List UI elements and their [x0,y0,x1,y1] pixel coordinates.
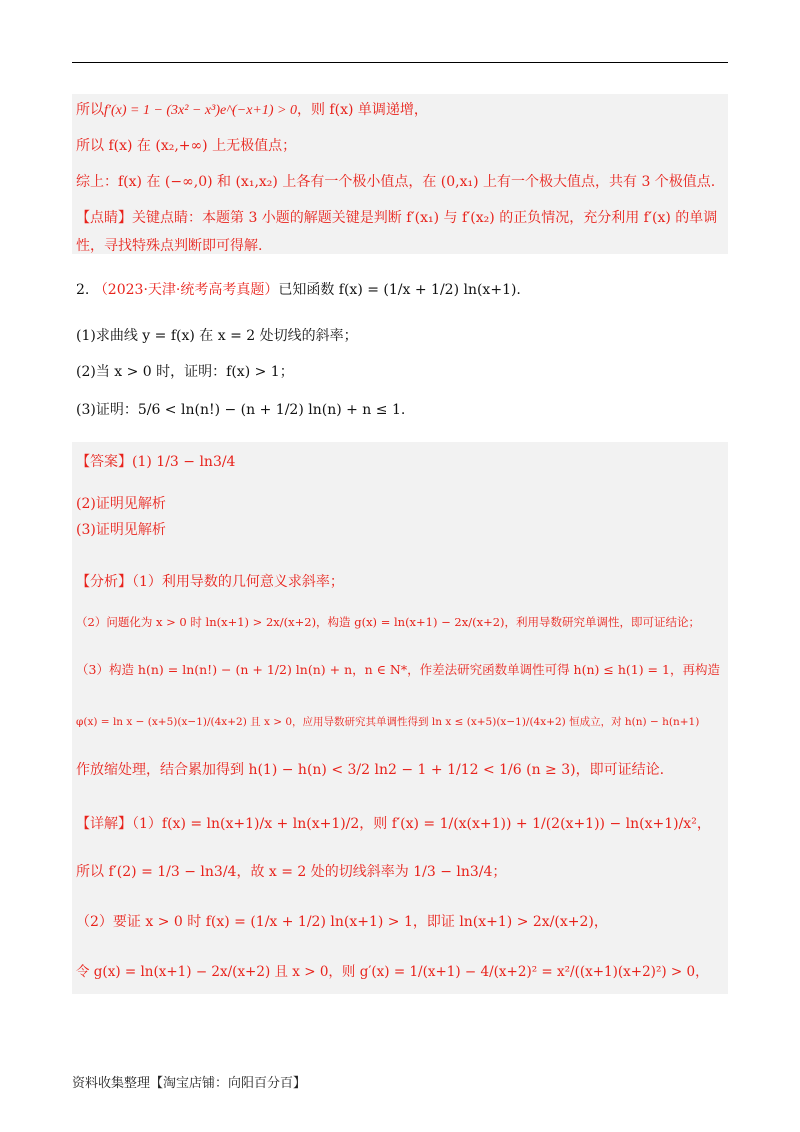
detail-line-4: 令 g(x) = ln(x+1) − 2x/(x+2) 且 x > 0，则 g′(x) = 1/(x+1) − 4/(x+2)² = x²/((x+1)(x+2)²) > 0， [76,964,709,980]
page-footer: 资料收集整理【淘宝店铺：向阳百分百】 [72,1076,307,1091]
question-1: (1)求曲线 y = f(x) 在 x = 2 处切线的斜率； [76,328,358,344]
solution-line-3: 综上：f(x) 在 (−∞,0) 和 (x₁,x₂) 上各有一个极小值点，在 (0,x₁) 上有一个极大值点，共有 3 个极值点. [76,174,716,190]
answer-line-3: (3)证明见解析 [76,522,166,538]
answer-label: 【答案】 [76,454,132,470]
detail-label: 【详解】 [76,816,132,832]
analysis-line-3: （3）构造 h(n) = ln(n!) − (n + 1/2) ln(n) + n，n ∈ N*，作差法研究函数单调性可得 h(n) ≤ h(1) = 1，再构造 [76,662,720,677]
analysis-line-5: 作放缩处理，结合累加得到 h(1) − h(n) < 3/2 ln2 − 1 + 1/12 < 1/6 (n ≥ 3)，即可证结论. [76,762,665,778]
analysis-line-4: φ(x) = ln x − (x+5)(x−1)/(4x+2) 且 x > 0，应用导数研究其单调性得到 ln x ≤ (x+5)(x−1)/(4x+2) 恒成立，对 h(n) − h(n+1) [76,716,700,728]
detail-line-1: 【详解】（1）f(x) = ln(x+1)/x + ln(x+1)/2，则 f′(x) = 1/(x(x+1)) + 1/(2(x+1)) − ln(x+1)/x²， [76,816,711,832]
question-2: (2)当 x > 0 时，证明：f(x) > 1； [76,364,294,380]
problem-number: 2. [76,282,90,298]
problem-stem: 2. （2023·天津·统考高考真题）已知函数 f(x) = (1/x + 1/2) ln(x+1). [76,282,521,298]
header-rule [72,62,728,63]
key-point-line-2: 性，寻找特殊点判断即可得解. [76,238,263,254]
question-3: (3)证明：5/6 < ln(n!) − (n + 1/2) ln(n) + n ≤ 1. [76,402,406,418]
answer-line-2: (2)证明见解析 [76,496,166,512]
problem-source: （2023·天津·统考高考真题） [93,282,279,298]
detail-line-3: （2）要证 x > 0 时 f(x) = (1/x + 1/2) ln(x+1) > 1，即证 ln(x+1) > 2x/(x+2)， [76,914,608,930]
analysis-label: 【分析】 [76,574,132,590]
key-point-label: 【点睛】 [76,210,132,226]
detail-line-2: 所以 f′(2) = 1/3 − ln3/4，故 x = 2 处的切线斜率为 1/3 − ln3/4； [76,864,507,880]
solution-line-1: 所以f′(x) = 1 − (3x² − x³)e^(−x+1) > 0，则 f(x) 单调递增， [76,102,428,118]
analysis-line-1: 【分析】（1）利用导数的几何意义求斜率； [76,574,344,590]
answer-line-1: 【答案】(1) 1/3 − ln3/4 [76,454,236,470]
key-point-line-1: 【点睛】关键点睛：本题第 3 小题的解题关键是判断 f′(x₁) 与 f′(x₂) 的正负情况，充分利用 f′(x) 的单调 [76,210,718,226]
solution-line-2: 所以 f(x) 在 (x₂,+∞) 上无极值点； [76,138,297,154]
analysis-line-2: （2）问题化为 x > 0 时 ln(x+1) > 2x/(x+2)，构造 g(x) = ln(x+1) − 2x/(x+2)，利用导数研究单调性，即可证结论； [76,615,701,629]
